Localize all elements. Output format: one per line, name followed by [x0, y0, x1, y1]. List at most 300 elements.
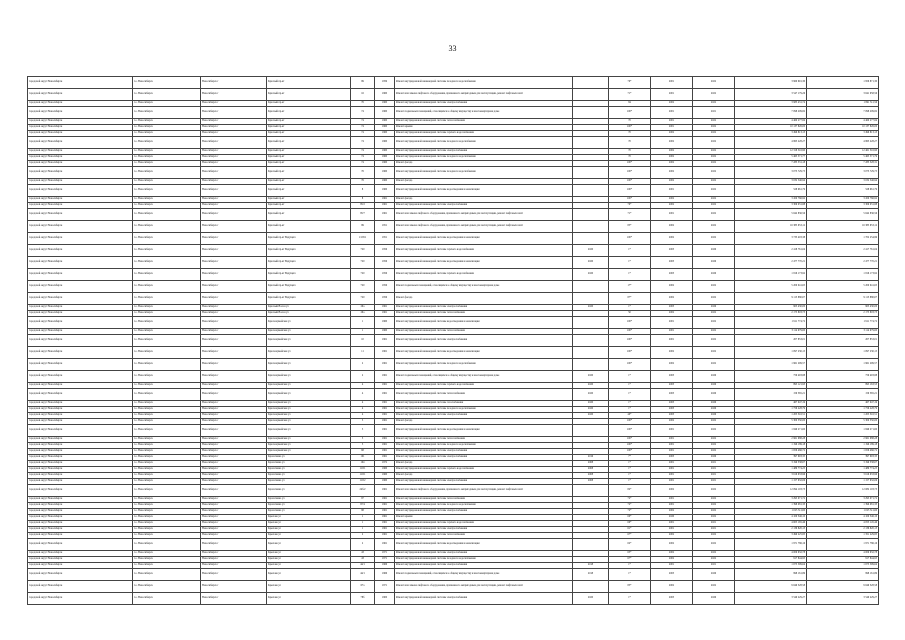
cell-city: Новосибирск г: [201, 335, 267, 347]
cell-street: Крылова ул: [267, 557, 351, 563]
cell-plan_year: 100*: [609, 329, 651, 335]
cell-cost: 3 983 431,74: [735, 101, 807, 107]
cell-total: 2 175 803,73: [807, 311, 879, 317]
cell-cost: 3 496 813,13: [735, 131, 807, 137]
cell-work_type: Ремонт фасада: [395, 461, 573, 467]
cell-plan_year: 7*: [609, 455, 651, 461]
cell-year_of_reg: [573, 317, 609, 329]
cell-district: городской округ Новосибирск: [28, 521, 133, 527]
cell-street: Красный пр-кт: [267, 185, 351, 197]
cell-plan_year: 70*: [609, 203, 651, 209]
cell-district: городской округ Новосибирск: [28, 401, 133, 407]
cell-locality: г.о. Новосибирск: [133, 461, 201, 467]
cell-year: 1961: [375, 413, 395, 419]
cell-end_year: 2022: [693, 443, 735, 449]
cell-start_year: 2003: [651, 269, 693, 281]
cell-city: Новосибирск г: [201, 473, 267, 479]
cell-end_year: 2022: [693, 185, 735, 197]
cell-end_year: 2022: [693, 449, 735, 455]
cell-district: городской округ Новосибирск: [28, 149, 133, 155]
cell-city: Новосибирск г: [201, 437, 267, 443]
cell-total: 1 656 466,72: [807, 449, 879, 455]
cell-cost: 1 816 173,92: [735, 269, 807, 281]
cell-end_year: 2022: [693, 155, 735, 161]
cell-start_year: 2003: [651, 413, 693, 419]
cell-total: 397 693,35: [807, 455, 879, 461]
cell-start_year: 2003: [651, 383, 693, 389]
cell-total: 3 496 813,13: [807, 131, 879, 137]
cell-year_of_reg: 2008: [573, 479, 609, 485]
cell-street: Красный пр-кт: [267, 137, 351, 149]
cell-locality: г.о. Новосибирск: [133, 581, 201, 593]
cell-work_type: Ремонт внутридомовой инженерной системы холодного водоснабжения: [395, 407, 573, 413]
cell-total: 5 465 571,79: [807, 155, 879, 161]
cell-cost: 1 398 081,33: [735, 503, 807, 509]
cell-district: городской округ Новосибирск: [28, 563, 133, 569]
cell-street: Красноармейская ул: [267, 401, 351, 407]
cell-plan_year: 1*: [609, 383, 651, 389]
cell-district: городской округ Новосибирск: [28, 185, 133, 197]
cell-locality: г.о. Новосибирск: [133, 167, 201, 179]
cell-end_year: 2022: [693, 311, 735, 317]
cell-plan_year: 100*: [609, 185, 651, 197]
cell-work_type: Ремонт внутридомовой инженерной системы электроснабжения: [395, 449, 573, 455]
cell-start_year: 2002: [651, 539, 693, 551]
cell-total: 1 911 774,72: [807, 317, 879, 329]
cell-start_year: 2003: [651, 455, 693, 461]
cell-city: Новосибирск г: [201, 293, 267, 305]
cell-end_year: 2022: [693, 581, 735, 593]
cell-year: 1961: [375, 497, 395, 503]
cell-locality: г.о. Новосибирск: [133, 437, 201, 443]
cell-year: 1960: [375, 161, 395, 167]
cell-district: городской округ Новосибирск: [28, 131, 133, 137]
cell-street: Кропоткина ул: [267, 509, 351, 515]
cell-plan_year: 100*: [609, 233, 651, 245]
cell-end_year: 2026: [693, 245, 735, 257]
cell-house: 104: [351, 461, 375, 467]
cell-street: Крылова ул: [267, 515, 351, 521]
cell-end_year: 2022: [693, 203, 735, 209]
cell-locality: г.о. Новосибирск: [133, 497, 201, 503]
cell-start_year: 2001: [651, 497, 693, 503]
cell-work_type: Ремонт фасада: [395, 293, 573, 305]
cell-cost: 1 971 786,16: [735, 539, 807, 551]
cell-cost: 7 098 209,82: [735, 107, 807, 119]
cell-year: 1961: [375, 443, 395, 449]
cell-cost: 1 756 228,79: [735, 407, 807, 413]
cell-end_year: 2021: [693, 461, 735, 467]
cell-street: Красноармейская ул: [267, 347, 351, 359]
cell-end_year: 2026: [693, 257, 735, 269]
cell-year: 1961: [375, 419, 395, 425]
cell-city: Новосибирск г: [201, 203, 267, 209]
cell-district: городской округ Новосибирск: [28, 551, 133, 557]
cell-end_year: 2026: [693, 569, 735, 581]
cell-cost: 1 911 774,72: [735, 317, 807, 329]
table-row: [28, 581, 879, 593]
cell-work_type: Ремонт или замена лифтового оборудования, признанного непригодным для эксплуатации, ремонт лифтовых шахт: [395, 485, 573, 497]
cell-plan_year: 61*: [609, 527, 651, 533]
cell-total: 1 351 229,85: [807, 533, 879, 539]
cell-plan_year: 70: [609, 155, 651, 161]
cell-plan_year: 1*: [609, 593, 651, 605]
cell-end_year: 2022: [693, 149, 735, 155]
cell-work_type: Ремонт внутридомовой инженерной системы теплоснабжения: [395, 389, 573, 401]
cell-work_type: Ремонт внутридомовой инженерной системы холодного водоснабжения: [395, 77, 573, 89]
cell-house: 43: [351, 557, 375, 563]
cell-plan_year: 1*: [609, 473, 651, 479]
cell-locality: г.о. Новосибирск: [133, 407, 201, 413]
cell-work_type: Ремонт или замена лифтового оборудования, признанного непригодным для эксплуатации, ремонт лифтовых шахт: [395, 89, 573, 101]
cell-start_year: 2003: [651, 407, 693, 413]
cell-cost: 5 465 571,77: [735, 155, 807, 161]
cell-start_year: 2001: [651, 467, 693, 473]
cell-end_year: 2022: [693, 359, 735, 371]
cell-cost: 917 844,95: [735, 557, 807, 563]
cell-city: Новосибирск г: [201, 89, 267, 101]
cell-plan_year: 1*: [609, 269, 651, 281]
cell-start_year: 2003: [651, 401, 693, 407]
cell-cost: 998 161,89: [735, 569, 807, 581]
cell-total: 10 137 826,00: [807, 125, 879, 131]
cell-house: 16: [351, 89, 375, 101]
cell-district: городской округ Новосибирск: [28, 437, 133, 443]
cell-locality: г.о. Новосибирск: [133, 569, 201, 581]
cell-locality: г.о. Новосибирск: [133, 125, 201, 131]
cell-start_year: 2001: [651, 77, 693, 89]
cell-house: 5: [351, 443, 375, 449]
cell-work_type: Ремонт подвальных помещений, относящихся к общему имуществу в многоквартирном доме: [395, 107, 573, 119]
cell-cost: 7 283 331,18: [735, 161, 807, 167]
cell-street: Красный пр-кт Ведущего: [267, 257, 351, 269]
cell-year: 1972: [375, 461, 395, 467]
cell-total: 4 460 277,84: [807, 119, 879, 125]
cell-year: 1960: [375, 479, 395, 485]
cell-street: Крылова ул: [267, 563, 351, 569]
cell-year: 1960: [375, 131, 395, 137]
cell-house: 76: [351, 167, 375, 179]
cell-street: Красноармейская ул: [267, 317, 351, 329]
cell-end_year: 2022: [693, 209, 735, 221]
cell-work_type: Ремонт внутридомовой инженерной системы электроснабжения: [395, 455, 573, 461]
cell-plan_year: 1*: [609, 563, 651, 569]
cell-year: 1961: [375, 485, 395, 497]
cell-district: городской округ Новосибирск: [28, 221, 133, 233]
cell-plan_year: 100*: [609, 359, 651, 371]
cell-start_year: 2001: [651, 335, 693, 347]
cell-plan_year: 1*: [609, 305, 651, 311]
cell-end_year: 2022: [693, 503, 735, 509]
cell-cost: 4 863 228,27: [735, 137, 807, 149]
cell-work_type: Ремонт внутридомовой инженерной системы горячего водоснабжения: [395, 383, 573, 389]
cell-cost: 1 656 466,72: [735, 449, 807, 455]
table-row: [28, 389, 879, 401]
cell-house: 85/7: [351, 209, 375, 221]
cell-total: 3 616 633,96: [807, 473, 879, 479]
cell-plan_year: 85*: [609, 221, 651, 233]
cell-cost: 2 418 761,04: [735, 245, 807, 257]
cell-district: городской округ Новосибирск: [28, 119, 133, 125]
cell-plan_year: 1*: [609, 467, 651, 473]
cell-city: Новосибирск г: [201, 425, 267, 437]
cell-cost: 10 137 826,00: [735, 125, 807, 131]
cell-work_type: Ремонт фасада: [395, 179, 573, 185]
cell-plan_year: 1*: [609, 407, 651, 413]
cell-locality: г.о. Новосибирск: [133, 155, 201, 161]
cell-total: 1 196 189,18: [807, 443, 879, 449]
cell-locality: г.о. Новосибирск: [133, 371, 201, 383]
cell-locality: г.о. Новосибирск: [133, 77, 201, 89]
cell-start_year: 2003: [651, 389, 693, 401]
cell-work_type: Ремонт внутридомовой инженерной системы электроснабжения: [395, 509, 573, 515]
cell-start_year: 2001: [651, 185, 693, 197]
cell-house: 44/1: [351, 563, 375, 569]
cell-start_year: 2002: [651, 347, 693, 359]
cell-work_type: Ремонт внутридомовой инженерной системы газоснабжения: [395, 401, 573, 407]
cell-locality: г.о. Новосибирск: [133, 503, 201, 509]
cell-locality: г.о. Новосибирск: [133, 197, 201, 203]
cell-locality: г.о. Новосибирск: [133, 347, 201, 359]
cell-year_of_reg: 2020: [573, 593, 609, 605]
cell-year_of_reg: 2016: [573, 455, 609, 461]
cell-work_type: Ремонт внутридомовой инженерной системы электроснабжения: [395, 335, 573, 347]
cell-house: 1: [351, 317, 375, 329]
cell-plan_year: 1*: [609, 569, 651, 581]
cell-year_of_reg: 2008: [573, 461, 609, 467]
cell-work_type: Ремонт крыши: [395, 515, 573, 521]
cell-district: городской округ Новосибирск: [28, 89, 133, 101]
cell-district: городской округ Новосибирск: [28, 449, 133, 455]
cell-city: Новосибирск г: [201, 161, 267, 167]
table-row: [28, 233, 879, 245]
cell-year: 1960: [375, 137, 395, 149]
cell-cost: 2 136 820,13: [735, 527, 807, 533]
cell-plan_year: 85*: [609, 581, 651, 593]
cell-total: 1 396 081,33: [807, 503, 879, 509]
cell-district: городской округ Новосибирск: [28, 245, 133, 257]
cell-year: 1960: [375, 149, 395, 155]
cell-house: 1: [351, 521, 375, 527]
cell-street: Красный пр-кт: [267, 125, 351, 131]
cell-total: 4 863 228,27: [807, 137, 879, 149]
cell-district: городской округ Новосибирск: [28, 503, 133, 509]
cell-city: Новосибирск г: [201, 269, 267, 281]
cell-total: 5 200 041,65: [807, 281, 879, 293]
cell-locality: г.о. Новосибирск: [133, 527, 201, 533]
cell-start_year: 2001: [651, 89, 693, 101]
cell-locality: г.о. Новосибирск: [133, 479, 201, 485]
cell-end_year: 2022: [693, 89, 735, 101]
cell-total: 1 849 271,60: [807, 425, 879, 437]
cell-work_type: Ремонт внутридомовой инженерной системы водоотведения и канализации: [395, 425, 573, 437]
cell-start_year: 2001: [651, 443, 693, 449]
cell-total: 1 891 511,56: [807, 101, 879, 107]
cell-year: 1960: [375, 101, 395, 107]
cell-city: Новосибирск г: [201, 581, 267, 593]
cell-plan_year: 72*: [609, 503, 651, 509]
cell-plan_year: 82*: [609, 485, 651, 497]
cell-street: Красноармейская ул: [267, 413, 351, 419]
cell-total: 2 417 761,04: [807, 245, 879, 257]
cell-end_year: 2026: [693, 455, 735, 461]
cell-work_type: Ремонт внутридомовой инженерной системы горячего водоснабжения: [395, 521, 573, 527]
cell-start_year: 2002: [651, 197, 693, 203]
cell-cost: 3 199 338,67: [735, 461, 807, 467]
cell-cost: 4 460 277,84: [735, 119, 807, 125]
cell-end_year: 2021: [693, 473, 735, 479]
cell-locality: г.о. Новосибирск: [133, 455, 201, 461]
cell-year: 1961: [375, 503, 395, 509]
cell-total: 4 055 145,46: [807, 521, 879, 527]
cell-house: 97: [351, 497, 375, 503]
cell-locality: г.о. Новосибирск: [133, 101, 201, 107]
cell-locality: г.о. Новосибирск: [133, 149, 201, 155]
cell-locality: г.о. Новосибирск: [133, 245, 201, 257]
cell-year: 1966: [375, 563, 395, 569]
cell-city: Новосибирск г: [201, 557, 267, 563]
cell-end_year: 2026: [693, 269, 735, 281]
cell-district: городской округ Новосибирск: [28, 407, 133, 413]
cell-end_year: 2022: [693, 335, 735, 347]
cell-start_year: 2001: [651, 521, 693, 527]
cell-district: городской округ Новосибирск: [28, 155, 133, 161]
cell-end_year: 2022: [693, 221, 735, 233]
cell-cost: 3 549 229,27: [735, 593, 807, 605]
table-row: [28, 485, 879, 497]
cell-house: 4: [351, 401, 375, 407]
cell-start_year: 2003: [651, 257, 693, 269]
cell-start_year: 2002: [651, 293, 693, 305]
cell-district: городской округ Новосибирск: [28, 581, 133, 593]
cell-year: 1961: [375, 401, 395, 407]
cell-year_of_reg: 2020: [573, 257, 609, 269]
cell-work_type: Ремонт крыши: [395, 125, 573, 131]
cell-work_type: Ремонт внутридомовой инженерной системы холодного водоснабжения: [395, 503, 573, 509]
cell-house: 720: [351, 281, 375, 293]
cell-locality: г.о. Новосибирск: [133, 293, 201, 305]
cell-cost: 5 642 836,56: [735, 209, 807, 221]
cell-cost: 759 493,88: [735, 371, 807, 383]
cell-year: 1960: [375, 185, 395, 197]
cell-start_year: 2002: [651, 131, 693, 137]
cell-street: Красный пр-кт Ведущего: [267, 269, 351, 281]
cell-year_of_reg: 2008: [573, 473, 609, 479]
cell-house: 1: [351, 527, 375, 533]
cell-year: 1961: [375, 449, 395, 455]
cell-work_type: Ремонт внутридомовой инженерной системы горячего водоснабжения: [395, 245, 573, 257]
cell-year: 1961: [375, 305, 395, 311]
cell-plan_year: 1*: [609, 401, 651, 407]
cell-district: городской округ Новосибирск: [28, 593, 133, 605]
cell-work_type: Ремонт внутридомовой инженерной системы электроснабжения: [395, 101, 573, 107]
cell-year_of_reg: 2020: [573, 401, 609, 407]
cell-cost: 3 733 403,38: [735, 233, 807, 245]
cell-district: городской округ Новосибирск: [28, 527, 133, 533]
cell-district: городской округ Новосибирск: [28, 359, 133, 371]
cell-start_year: 2002: [651, 155, 693, 161]
cell-year_of_reg: [573, 335, 609, 347]
cell-year: 1961: [375, 425, 395, 437]
cell-year_of_reg: [573, 281, 609, 293]
cell-district: городской округ Новосибирск: [28, 383, 133, 389]
cell-end_year: 2022: [693, 119, 735, 125]
cell-district: городской округ Новосибирск: [28, 569, 133, 581]
cell-cost: 1 097 230,15: [735, 347, 807, 359]
cell-start_year: 2002: [651, 359, 693, 371]
cell-plan_year: 1*: [609, 389, 651, 401]
cell-cost: 2 477 770,21: [735, 257, 807, 269]
cell-locality: г.о. Новосибирск: [133, 107, 201, 119]
cell-work_type: Ремонт внутридомовой инженерной системы водоотведения и канализации: [395, 539, 573, 551]
cell-year: 1956: [375, 281, 395, 293]
cell-street: Красный Волон ул: [267, 311, 351, 317]
cell-start_year: 2002: [651, 581, 693, 593]
cell-plan_year: 50: [609, 311, 651, 317]
cell-year_of_reg: 2008: [573, 467, 609, 473]
cell-cost: 1 157 632,06: [735, 479, 807, 485]
cell-cost: 12 318 316,90: [735, 149, 807, 155]
cell-cost: 3 032 546,94: [735, 179, 807, 185]
cell-cost: 3 960 691,30: [735, 77, 807, 89]
cell-total: 917 844,95: [807, 557, 879, 563]
cell-district: городской округ Новосибирск: [28, 197, 133, 203]
cell-city: Новосибирск г: [201, 119, 267, 125]
cell-cost: 4 100 346,10: [735, 515, 807, 521]
cell-house: 101: [351, 455, 375, 461]
cell-year_of_reg: 2020: [573, 407, 609, 413]
cell-district: городской округ Новосибирск: [28, 479, 133, 485]
cell-street: Кропоткина ул: [267, 497, 351, 503]
cell-district: городской округ Новосибирск: [28, 473, 133, 479]
cell-street: Красноармейская ул: [267, 383, 351, 389]
cell-city: Новосибирск г: [201, 467, 267, 473]
cell-city: Новосибирск г: [201, 563, 267, 569]
cell-work_type: Ремонт внутридомовой инженерной системы электроснабжения: [395, 527, 573, 533]
cell-cost: 3 295 071,72: [735, 497, 807, 503]
cell-start_year: 2002: [651, 233, 693, 245]
cell-total: 3 032 546,94: [807, 179, 879, 185]
cell-year: 1951: [375, 221, 395, 233]
cell-year_of_reg: 2020: [573, 413, 609, 419]
cell-house: 26а: [351, 305, 375, 311]
cell-city: Новосибирск г: [201, 455, 267, 461]
cell-house: 110/2: [351, 479, 375, 485]
cell-house: 2: [351, 359, 375, 371]
cell-city: Новосибирск г: [201, 527, 267, 533]
cell-locality: г.о. Новосибирск: [133, 281, 201, 293]
cell-plan_year: 1*: [609, 245, 651, 257]
cell-street: Красный пр-кт: [267, 131, 351, 137]
cell-end_year: 2026: [693, 401, 735, 407]
cell-work_type: Ремонт внутридомовой инженерной системы электроснабжения: [395, 593, 573, 605]
cell-street: Красноармейская ул: [267, 407, 351, 413]
cell-plan_year: 100*: [609, 347, 651, 359]
cell-district: городской округ Новосибирск: [28, 317, 133, 329]
cell-year: 1971: [375, 581, 395, 593]
cell-house: 2: [351, 533, 375, 539]
cell-house: 4: [351, 383, 375, 389]
cell-work_type: Ремонт внутридомовой инженерной системы теплоснабжения: [395, 437, 573, 443]
cell-locality: г.о. Новосибирск: [133, 221, 201, 233]
cell-work_type: Ремонт или замена лифтового оборудования, признанного непригодным для эксплуатации, ремонт лифтовых шахт: [395, 581, 573, 593]
cell-year: 1961: [375, 335, 395, 347]
cell-total: 5 300 350,00: [807, 419, 879, 425]
cell-house: 2: [351, 371, 375, 383]
cell-year: 1960: [375, 107, 395, 119]
table-row: [28, 317, 879, 329]
cell-end_year: 2021: [693, 479, 735, 485]
